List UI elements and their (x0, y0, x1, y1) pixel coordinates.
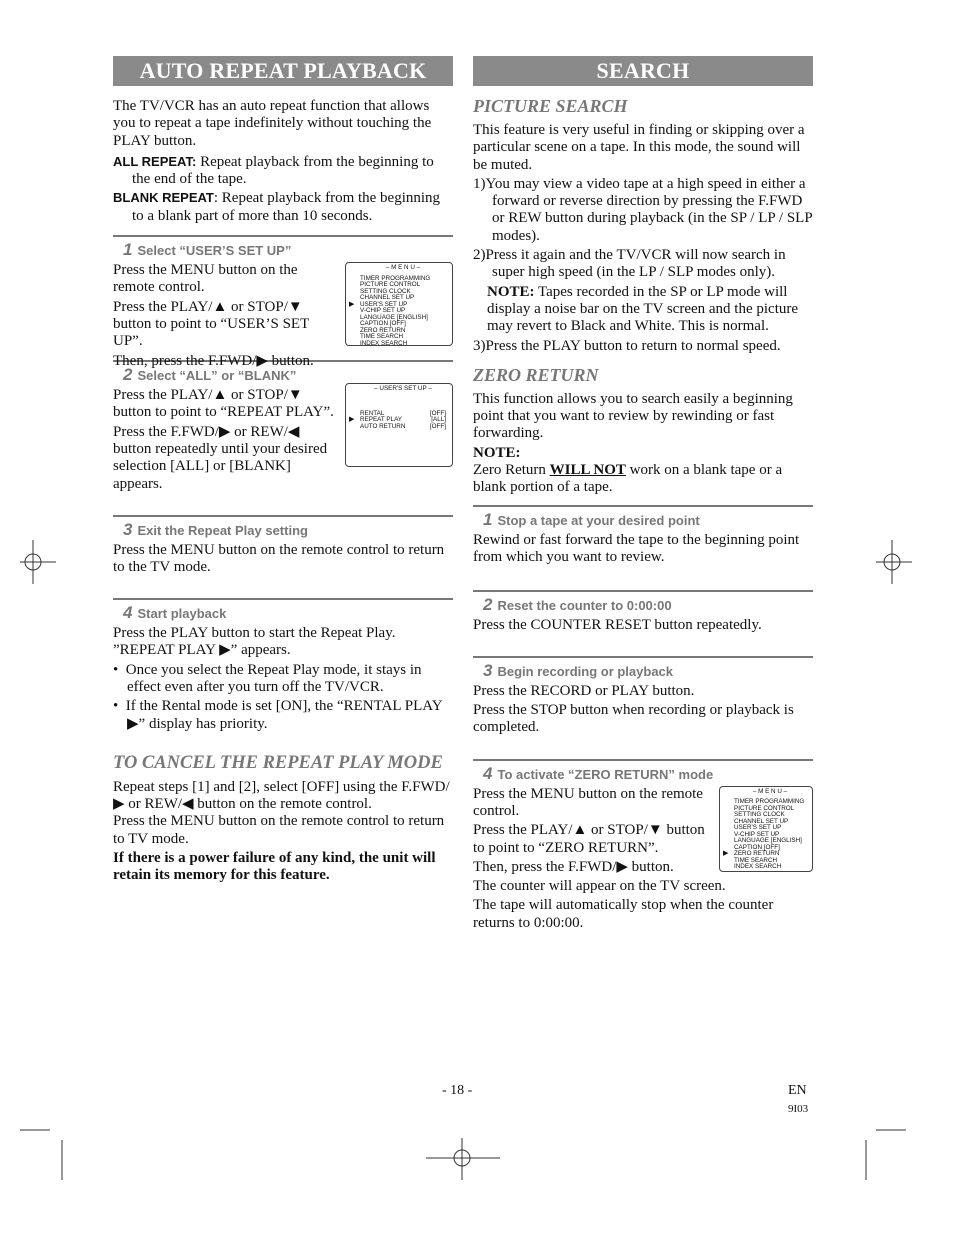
ps-item: 1)You may view a video tape at a high speed in either a forward or reverse direction by pressing the F.FWD or REW button during playback (in the SP / LP / SLP modes). (473, 175, 813, 244)
zr-step-3 (473, 656, 813, 749)
section-title-auto-repeat: AUTO REPEAT PLAYBACK (113, 56, 453, 86)
zr-intro: This function allows you to search easily a beginning point that you want to review by rewinding or fast forwarding. (473, 390, 793, 442)
pointer-icon: ▶ (723, 850, 729, 858)
menu-screen-2 (719, 786, 813, 872)
setup-row: AUTO RETURN [OFF] (360, 422, 446, 430)
repeat-step-4 (113, 598, 453, 733)
cancel-text: Press the MENU button on the remote control to return to TV mode. (113, 813, 445, 847)
menu-title: – M E N U – (385, 264, 421, 272)
menu-item: LANGUAGE [ENGLISH] (360, 313, 428, 321)
section-title-search: SEARCH (473, 56, 813, 86)
step-title: Begin recording or playback (497, 663, 674, 679)
bullet-item: • Once you select the Repeat Play mode, it stays in effect even after you turn off the TV/VCR. (113, 661, 422, 695)
auto-repeat-section (113, 56, 453, 885)
step-line: The tape will automatically stop when the counter returns to 0:00:00. (473, 897, 774, 931)
power-failure-note: If there is a power failure of any kind, the unit will retain its memory for this feature. (113, 850, 436, 884)
step-heading (473, 661, 813, 681)
menu-item: INDEX SEARCH (360, 339, 408, 347)
repeat-step-1 (113, 235, 453, 369)
note-label: NOTE: (487, 283, 535, 300)
step-heading (113, 603, 453, 623)
registration-mark-icon (18, 540, 58, 584)
repeat-step-3 (113, 515, 453, 588)
zr-step-2 (473, 590, 813, 646)
pointer-icon: ▶ (349, 300, 355, 308)
step-number: 3 (123, 520, 133, 540)
menu-item-selected: ▶ ZERO RETURN (723, 850, 780, 858)
setup-title: – USER'S SET UP – (374, 385, 432, 393)
step-title: Select “USER’S SET UP” (137, 243, 292, 259)
menu-item: USER'S SET UP (734, 824, 782, 832)
step-number: 2 (123, 365, 133, 385)
step-title: Exit the Repeat Play setting (137, 523, 308, 539)
step-title: Reset the counter to 0:00:00 (497, 597, 672, 613)
repeat-step-2 (113, 360, 453, 505)
cancel-text: Repeat steps [1] and [2], select [OFF] using the F.FWD/▶ or REW/◀ button on the remote control. (113, 778, 450, 813)
zr-step-4 (473, 759, 813, 932)
step-heading (113, 365, 453, 385)
crop-mark-icon (20, 1128, 70, 1180)
menu-item: PICTURE CONTROL (734, 804, 795, 812)
registration-mark-icon (426, 1138, 500, 1180)
zero-return-heading: ZERO RETURN (473, 364, 599, 385)
zr-step-1 (473, 505, 813, 580)
step-line: Press the PLAY/▲ or STOP/▼ button to point to “USER’S SET UP”. (113, 298, 309, 350)
menu-item: ZERO RETURN (360, 326, 406, 334)
menu-item: SETTING CLOCK (734, 811, 785, 819)
blank-repeat-label: BLANK REPEAT (113, 190, 214, 206)
intro-text: The TV/VCR has an auto repeat function that allows you to repeat a tape indefinitely without touching the PLAY button. (113, 98, 432, 149)
bullet-item: • If the Rental mode is set [ON], the “RENTAL PLAY ▶” display has priority. (113, 698, 443, 732)
pointer-icon: ▶ (349, 416, 355, 424)
language-code: EN (788, 1083, 807, 1098)
all-repeat-desc (113, 153, 453, 189)
menu-item: CAPTION [OFF] (360, 320, 406, 328)
ps-note: NOTE: Tapes recorded in the SP or LP mode will display a noise bar on the TV screen and the picture may revert to Black and White. This is normal. (487, 283, 799, 335)
step-line: Press the STOP button when recording or playback is completed. (473, 701, 794, 736)
all-repeat-label: ALL REPEAT: (113, 153, 197, 169)
step-line: Press the F.FWD/▶ or REW/◀ button repeatedly until your desired selection [ALL] or [BLANK] appears. (113, 423, 328, 492)
step-title: Start playback (137, 606, 227, 622)
setup-row-selected: ▶ REPEAT PLAY [ALL] (349, 416, 446, 424)
will-not-text: WILL NOT (549, 462, 626, 479)
zr-note-label: NOTE: (473, 444, 521, 461)
step-number: 1 (483, 509, 493, 529)
users-setup-screen (345, 383, 453, 467)
menu-item: TIME SEARCH (734, 856, 778, 864)
ps-item: 3)Press the PLAY button to return to normal speed. (473, 337, 781, 354)
menu-item-selected: ▶ USER'S SET UP (349, 300, 408, 308)
step-heading (113, 240, 453, 260)
blank-repeat-desc (113, 189, 453, 225)
cancel-heading: TO CANCEL THE REPEAT PLAY MODE (113, 752, 443, 773)
step-number: 3 (483, 660, 493, 680)
all-repeat-text: Repeat playback from the beginning to the end of the tape. (132, 153, 434, 188)
ps-item: 2)Press it again and the TV/VCR will now search in super high speed (in the LP / SLP modes only). (473, 247, 786, 281)
step-number: 4 (483, 763, 493, 783)
step-line: Then, press the F.FWD/▶ button. (113, 352, 314, 369)
step-line: Then, press the F.FWD/▶ button. (473, 858, 674, 875)
crop-mark-icon (862, 1128, 912, 1180)
menu-item: SETTING CLOCK (360, 287, 411, 295)
page-number: - 18 - (442, 1083, 473, 1098)
menu-item: TIME SEARCH (360, 333, 404, 341)
menu-item: TIMER PROGRAMMING (734, 798, 805, 806)
step-heading (473, 764, 813, 784)
step-line: Rewind or fast forward the tape to the beginning point from which you want to review. (473, 531, 800, 565)
menu-item: V-CHIP SET UP (360, 307, 406, 315)
step-line: Press the MENU button on the remote control to return to the TV mode. (113, 542, 445, 576)
step-heading (113, 520, 453, 540)
step-line: Press the MENU button on the remote control. (473, 785, 703, 819)
step-title: To activate “ZERO RETURN” mode (497, 766, 714, 782)
menu-item: CHANNEL SET UP (734, 817, 789, 825)
menu-item: CAPTION [OFF] (734, 843, 780, 851)
step-line: Press the PLAY/▲ or STOP/▼ button to point to “ZERO RETURN”. (473, 822, 705, 856)
menu-item: TIMER PROGRAMMING (360, 274, 431, 282)
menu-item: LANGUAGE [ENGLISH] (734, 837, 802, 845)
step-line: The counter will appear on the TV screen. (473, 878, 726, 895)
search-section (473, 56, 813, 932)
registration-mark-icon (874, 540, 914, 584)
ps-intro: This feature is very useful in finding or skipping over a particular scene on a tape. In this mode, the sound will be muted. (473, 122, 805, 173)
step-line: Press the COUNTER RESET button repeatedly. (473, 616, 762, 633)
menu-item: V-CHIP SET UP (734, 830, 780, 838)
step-number: 1 (123, 240, 133, 260)
picture-search-heading: PICTURE SEARCH (473, 96, 628, 116)
step-number: 4 (123, 603, 133, 623)
step-title: Select “ALL” or “BLANK” (137, 368, 297, 384)
step-heading (473, 595, 813, 615)
menu-item: CHANNEL SET UP (360, 294, 415, 302)
blank-repeat-text: : Repeat playback from the beginning to a blank part of more than 10 seconds. (132, 190, 441, 224)
step-line: Press the RECORD or PLAY button. (473, 682, 695, 699)
menu-screen-1 (345, 262, 453, 346)
menu-item: PICTURE CONTROL (360, 281, 421, 289)
step-title: Stop a tape at your desired point (497, 512, 700, 528)
step-line: Press the MENU button on the remote control. (113, 262, 298, 296)
setup-row: RENTAL [OFF] (360, 409, 446, 417)
step-number: 2 (483, 594, 493, 614)
doc-code: 9I03 (788, 1103, 809, 1115)
step-line: Press the PLAY/▲ or STOP/▼ button to point to “REPEAT PLAY”. (113, 387, 334, 421)
menu-title: – M E N U – (752, 787, 788, 795)
step-line: Press the PLAY button to start the Repeat Play. ”REPEAT PLAY ▶” appears. (113, 625, 396, 659)
menu-item: INDEX SEARCH (734, 863, 782, 871)
step-heading (473, 510, 813, 530)
zr-note: Zero Return WILL NOT work on a blank tape or a blank portion of a tape. (473, 462, 783, 496)
